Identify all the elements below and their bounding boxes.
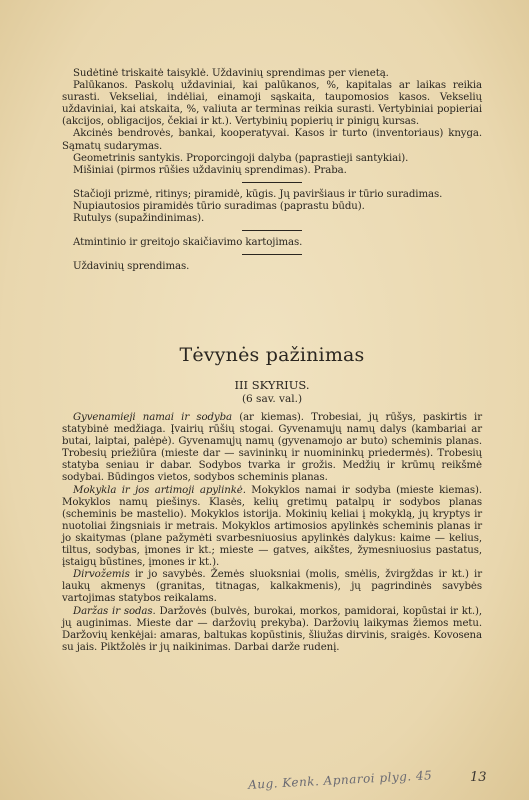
paragraph [62, 606, 482, 654]
handwritten-note: Aug. Kenk. Apnaroi plyg. 45 [247, 768, 433, 792]
paragraph-text: ir jo savybės. Žemės sluoksniai (molis, smėlis, žvirgždas ir kt.) ir laukų akmenys (granitas, titnagas, kalkakmenis), jų pagrindinės savybės vartojimas statybos reikalams. [62, 569, 482, 605]
paragraph-text: . Mokyklos namai ir sodyba (mieste kiemas). Mokyklos namų piešinys. Klasės, kelių gretimų patalpų ir sodybos planas (scheminis be mastelio). Mokyklos istorija. Mokinių keliai į mokyklą, jų kryptys ir nuotoliai žingsniais ir metrais. Mokyklos artimosios apylinkės scheminis planas ir jo skaitymas (plane pažymėti svarbesniuosius apylinkės dalykus: kaime — kelius, tiltus, sodybas, įmones ir kt.; mieste — gatves, aikštes, žymesniuosius pastatus, įstaigų būstines, įmones ir kt.). [62, 484, 482, 569]
paragraph-title: Daržas ir sodas [73, 605, 153, 617]
divider [242, 254, 302, 255]
divider [242, 230, 302, 231]
hours-label: (6 sav. val.) [241, 393, 303, 405]
paragraph-title: Mokykla ir jos artimoji apylinkė [73, 484, 243, 496]
paragraph: Atmintinio ir greitojo skaičiavimo kartojimas. [73, 237, 303, 249]
paragraph: Palūkanos. Paskolų uždaviniai, kai palūkanos, %, kapitalas ar laikas reikia surasti. Vekseliai, indėliai, einamoji sąskaita, taupomosios kasos. Vekselių uždaviniai, kai atskaita, %, valiuta ar terminas reikia surasti. Vertybiniai popieriai (akcijos, obligacijos, čekiai ir kt.). Vertybinių popierių ir pinigų kursas. [62, 80, 482, 128]
paragraph: Rutulys (supažindinimas). [73, 213, 205, 225]
paragraph [62, 569, 482, 605]
paragraph: Akcinės bendrovės, bankai, kooperatyvai. Kasos ir turto (inventoriaus) knyga. Sąmatų sudarymas. [62, 128, 482, 152]
text-block-homeland [62, 412, 482, 654]
paragraph: Geometrinis santykis. Proporcingoji dalyba (paprastieji santykiai). [73, 152, 409, 164]
section-heading: Tėvynės pažinimas [179, 344, 365, 366]
chapter-label: III SKYRIUS. [234, 378, 310, 392]
paragraph-title: Dirvožemis [73, 569, 130, 581]
paragraph: Nupiautosios piramidės tūrio suradimas (paprastu būdu). [73, 200, 365, 212]
paragraph: Sudėtinė triskaitė taisyklė. Uždavinių sprendimas per vienetą. [73, 68, 389, 79]
paragraph-text: (ar kiemas). Trobesiai, jų rūšys, paskirtis ir statybinė medžiaga. Įvairių rūšių stogai. Gyvenamųjų namų dalys (kambariai ar butai, laiptai, palėpė). Gyvenamųjų namų (gyvenamojo ar buto) scheminis planas. Trobesių priežiūra (mieste dar — savininkų ir nuomininkų priedermės). Trobesių statyba seniau ir dabar. Sodybos tvarka ir grožis. Medžių ir krūmų reikšmė sodybai. Būdingos vietos, sodybos scheminis planas. [62, 412, 482, 484]
paragraph: Uždavinių sprendimas. [73, 261, 190, 273]
paragraph: Stačioji prizmė, ritinys; piramidė, kūgis. Jų paviršiaus ir tūrio suradimas. [73, 188, 443, 200]
paragraph [62, 485, 482, 570]
paragraph-title: Gyvenamieji namai ir sodyba [73, 412, 232, 423]
page-number: 13 [470, 770, 487, 785]
text-block-arithmetic [62, 68, 482, 273]
divider [242, 182, 302, 183]
paragraph-text: . Daržovės (bulvės, burokai, morkos, pamidorai, kopūstai ir kt.), jų auginimas. Mieste dar — daržovių prekyba). Daržovių laikymas žiemos metu. Daržovių kenkėjai: amaras, baltukas kopūstinis, šliužas dirvinis, sraigės. Kovosena su jais. Piktžolės ir jų naikinimas. Darbai darže rudenį. [62, 605, 482, 653]
paragraph [62, 412, 482, 485]
paragraph: Mišiniai (pirmos rūšies uždavinių sprendimas). Praba. [73, 164, 347, 176]
